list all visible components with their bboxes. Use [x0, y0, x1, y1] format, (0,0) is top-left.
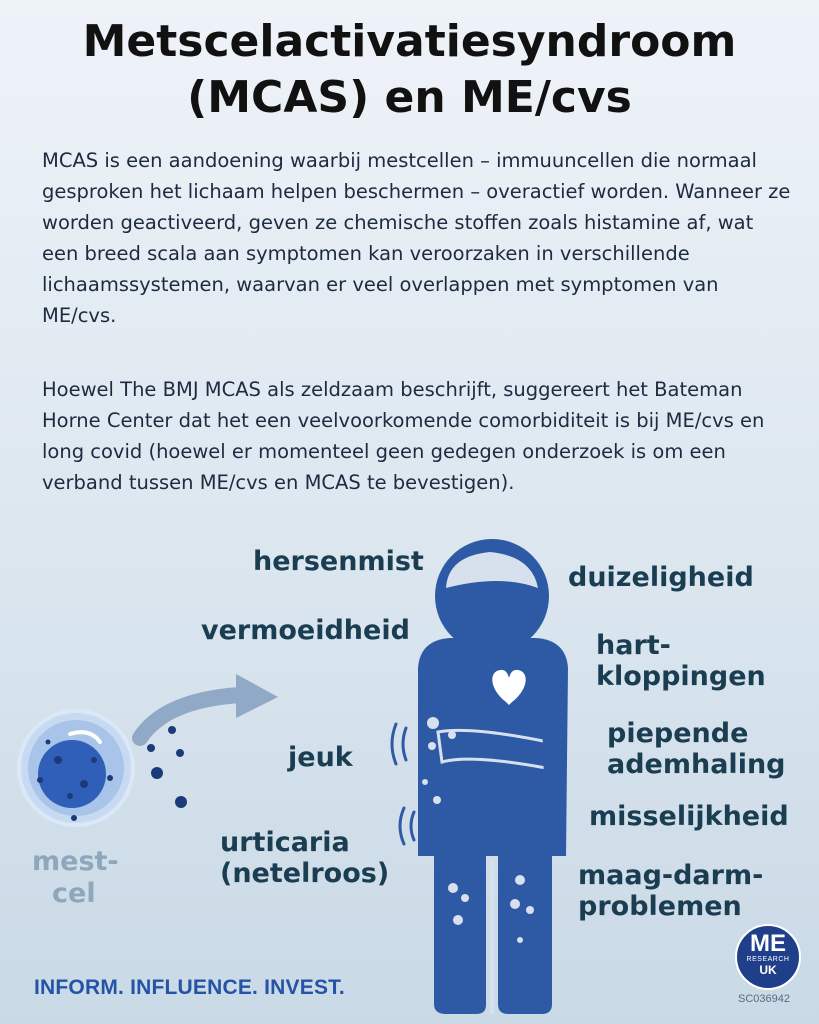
symptom-hart-line-1: hart- [596, 630, 671, 661]
symptom-jeuk: jeuk [288, 742, 353, 773]
slogan: INFORM. INFLUENCE. INVEST. [34, 976, 345, 999]
symptom-hersenmist: hersenmist [253, 546, 424, 577]
granules [147, 726, 187, 808]
intro-paragraph: MCAS is een aandoening waarbij mestcellen – immuuncellen die normaal gesproken het lichaam helpen beschermen – overactief worden. Wanneer ze worden geactiveerd, geven ze chemische stoffen zoals histamine af, wat een breed scala aan symptomen kan veroorzaken in verschillende lichaamssystemen, waarvan er veel overlappen met symptomen van ME/cvs. [42, 149, 791, 327]
mast-cell-label-line-1: mest- [32, 846, 119, 877]
symptom-maag-darm [578, 860, 763, 922]
logo-research: RESEARCH [746, 956, 790, 963]
itch-wave-icon [392, 724, 414, 844]
symptom-misselijkheid: misselijkheid [589, 801, 789, 832]
symptom-piepende-ademhaling [607, 718, 786, 780]
title-line-1: Metscelactivatiesyndroom [82, 16, 737, 67]
symptom-duizeligheid: duizeligheid [568, 562, 754, 593]
me-research-uk-logo [735, 924, 801, 990]
logo-me: ME [750, 930, 786, 957]
human-figure-icon [418, 539, 568, 1014]
symptom-maag-line-2: problemen [578, 891, 742, 922]
context-paragraph: Hoewel The BMJ MCAS als zeldzaam beschrijft, suggereert het Bateman Horne Center dat het een veelvoorkomende comorbiditeit is bij ME/cvs en long covid (hoewel er momenteel geen gedegen onderzoek is om een verband tussen ME/cvs en MCAS te bevestigen). [42, 378, 765, 494]
symptom-urticaria-line-1: urticaria [220, 827, 350, 858]
title-line-2: (MCAS) en ME/cvs [187, 72, 632, 123]
symptom-urticaria [220, 827, 389, 889]
symptom-maag-line-1: maag-darm- [578, 860, 764, 891]
logo-uk: UK [759, 963, 777, 977]
symptom-hartkloppingen [596, 630, 766, 692]
symptom-piepende-line-2: ademhaling [607, 749, 786, 780]
symptom-vermoeidheid: vermoeidheid [201, 615, 410, 646]
mast-cell-label-line-2: cel [52, 878, 96, 909]
mast-cell-icon [19, 711, 133, 825]
charity-number: SC036942 [738, 993, 790, 1005]
symptom-urticaria-line-2: (netelroos) [220, 858, 390, 889]
mast-cell-label [32, 846, 119, 910]
symptom-hart-line-2: kloppingen [596, 661, 766, 692]
symptom-piepende-line-1: piepende [607, 718, 749, 749]
arrow-icon [140, 674, 278, 738]
